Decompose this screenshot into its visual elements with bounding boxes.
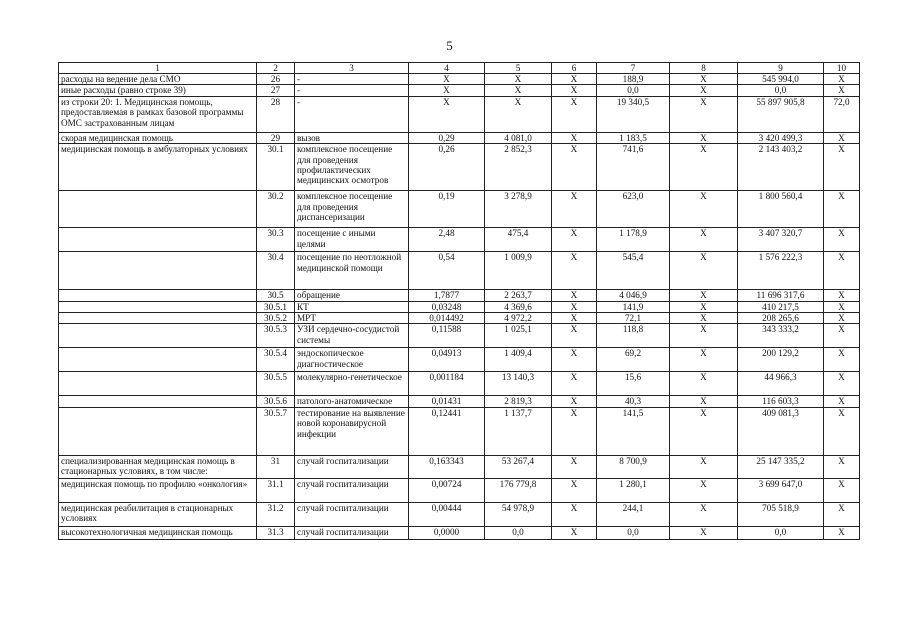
table-cell: медицинская реабилитация в стационарных условиях bbox=[59, 502, 257, 526]
table-row bbox=[59, 396, 860, 407]
table-cell: 188,9 bbox=[597, 74, 670, 85]
table-cell: 343 333,2 bbox=[738, 324, 824, 348]
table-cell: 53 267,4 bbox=[485, 455, 552, 478]
table-row bbox=[59, 455, 860, 478]
table-row bbox=[59, 502, 860, 526]
table-cell: 176 779,8 bbox=[485, 478, 552, 502]
table-cell: 40,3 bbox=[597, 396, 670, 407]
table-cell: 26 bbox=[257, 74, 295, 85]
table-cell bbox=[59, 301, 257, 312]
table-cell: комплексное посещение для проведения профилактических медицинских осмотров bbox=[295, 144, 409, 191]
table-cell: 3 278,9 bbox=[485, 191, 552, 228]
table-cell: X bbox=[670, 526, 738, 539]
table-cell: 3 699 647,0 bbox=[738, 478, 824, 502]
table-cell: X bbox=[670, 324, 738, 348]
table-cell bbox=[59, 228, 257, 252]
table-cell: X bbox=[552, 191, 597, 228]
table-cell: X bbox=[552, 132, 597, 143]
column-header: 4 bbox=[409, 63, 485, 74]
table-cell: 13 140,3 bbox=[485, 372, 552, 396]
table-cell: 0,014492 bbox=[409, 313, 485, 324]
table-cell: X bbox=[824, 313, 860, 324]
table-row bbox=[59, 478, 860, 502]
table-cell: 19 340,5 bbox=[597, 96, 670, 132]
table-row bbox=[59, 144, 860, 191]
table-cell: X bbox=[552, 144, 597, 191]
table-cell: 30.5.1 bbox=[257, 301, 295, 312]
table-cell: X bbox=[824, 132, 860, 143]
table-cell: 409 081,3 bbox=[738, 407, 824, 455]
table-cell: из строки 20: 1. Медицинская помощь, предоставляемая в рамках базовой программы ОМС застрахованным лицам bbox=[59, 96, 257, 132]
column-header: 9 bbox=[738, 63, 824, 74]
table-row bbox=[59, 313, 860, 324]
table-cell: 4 972,2 bbox=[485, 313, 552, 324]
table-cell: 116 603,3 bbox=[738, 396, 824, 407]
table-cell: X bbox=[552, 324, 597, 348]
table-cell: 741,6 bbox=[597, 144, 670, 191]
table-row bbox=[59, 407, 860, 455]
table-cell: X bbox=[824, 290, 860, 301]
table-row bbox=[59, 348, 860, 372]
table-cell: 30.4 bbox=[257, 252, 295, 290]
table-cell: 11 696 317,6 bbox=[738, 290, 824, 301]
table-cell bbox=[59, 324, 257, 348]
table-cell: медицинская помощь по профилю «онкология» bbox=[59, 478, 257, 502]
table-cell: 72,1 bbox=[597, 313, 670, 324]
table-cell: X bbox=[552, 313, 597, 324]
table-cell: 1 178,9 bbox=[597, 228, 670, 252]
table-cell: 30.2 bbox=[257, 191, 295, 228]
table-cell: 28 bbox=[257, 96, 295, 132]
table-cell: X bbox=[485, 96, 552, 132]
table-cell bbox=[59, 191, 257, 228]
table-cell: X bbox=[552, 96, 597, 132]
table-cell: 30.3 bbox=[257, 228, 295, 252]
table-cell: 0,12441 bbox=[409, 407, 485, 455]
table-cell: 3 407 320,7 bbox=[738, 228, 824, 252]
table-cell: 4 081,0 bbox=[485, 132, 552, 143]
table-cell: случай госпитализации bbox=[295, 455, 409, 478]
table-cell: X bbox=[670, 85, 738, 96]
column-header: 8 bbox=[670, 63, 738, 74]
table-cell: медицинская помощь в амбулаторных условиях bbox=[59, 144, 257, 191]
table-cell bbox=[59, 290, 257, 301]
table-cell: 0,04913 bbox=[409, 348, 485, 372]
table-cell: X bbox=[670, 372, 738, 396]
table-cell: иные расходы (равно строке 39) bbox=[59, 85, 257, 96]
table-cell: высокотехнологичная медицинская помощь bbox=[59, 526, 257, 539]
table-cell: X bbox=[824, 348, 860, 372]
table-cell: 1 183,5 bbox=[597, 132, 670, 143]
table-cell: 0,54 bbox=[409, 252, 485, 290]
column-header: 10 bbox=[824, 63, 860, 74]
table-row bbox=[59, 96, 860, 132]
table-cell: 1,7877 bbox=[409, 290, 485, 301]
table-cell: X bbox=[552, 85, 597, 96]
table-cell bbox=[59, 348, 257, 372]
table-cell: X bbox=[670, 502, 738, 526]
table-cell: 0,0 bbox=[738, 85, 824, 96]
table-cell: вызов bbox=[295, 132, 409, 143]
table-cell: 244,1 bbox=[597, 502, 670, 526]
table-cell: X bbox=[670, 74, 738, 85]
table-cell: 15,6 bbox=[597, 372, 670, 396]
data-table bbox=[58, 62, 860, 540]
table-cell: 69,2 bbox=[597, 348, 670, 372]
table-cell: 2,48 bbox=[409, 228, 485, 252]
table-cell: 30.5.6 bbox=[257, 396, 295, 407]
table-cell: случай госпитализации bbox=[295, 502, 409, 526]
table-cell: 0,0000 bbox=[409, 526, 485, 539]
table-cell: 4 369,6 bbox=[485, 301, 552, 312]
table-cell: 30.1 bbox=[257, 144, 295, 191]
table-cell: 3 420 499,3 bbox=[738, 132, 824, 143]
table-cell: X bbox=[409, 96, 485, 132]
table-cell: 1 576 222,3 bbox=[738, 252, 824, 290]
table-cell: X bbox=[552, 372, 597, 396]
table-cell: 118,8 bbox=[597, 324, 670, 348]
table-row bbox=[59, 324, 860, 348]
table-cell: - bbox=[295, 85, 409, 96]
table-cell: X bbox=[552, 348, 597, 372]
table-cell: 0,00724 bbox=[409, 478, 485, 502]
table-cell: X bbox=[552, 478, 597, 502]
table-cell: X bbox=[670, 252, 738, 290]
table-cell: 545,4 bbox=[597, 252, 670, 290]
column-header: 2 bbox=[257, 63, 295, 74]
table-cell: X bbox=[552, 502, 597, 526]
table-cell: X bbox=[824, 455, 860, 478]
column-header: 3 bbox=[295, 63, 409, 74]
table-cell: X bbox=[552, 290, 597, 301]
table-cell: 30.5.2 bbox=[257, 313, 295, 324]
table-row bbox=[59, 191, 860, 228]
table-cell: 141,9 bbox=[597, 301, 670, 312]
table-row bbox=[59, 74, 860, 85]
table-row bbox=[59, 372, 860, 396]
table-row bbox=[59, 526, 860, 539]
table-cell: 705 518,9 bbox=[738, 502, 824, 526]
table-cell: 0,0 bbox=[738, 526, 824, 539]
table-row bbox=[59, 301, 860, 312]
table-cell bbox=[59, 396, 257, 407]
table-cell: 141,5 bbox=[597, 407, 670, 455]
table-cell: X bbox=[824, 372, 860, 396]
table-cell: 545 994,0 bbox=[738, 74, 824, 85]
table-row bbox=[59, 132, 860, 143]
table-cell: 30.5 bbox=[257, 290, 295, 301]
table-cell: патолого-анатомическое bbox=[295, 396, 409, 407]
table-cell: X bbox=[824, 85, 860, 96]
table-cell: X bbox=[670, 348, 738, 372]
table-cell: КТ bbox=[295, 301, 409, 312]
column-header: 6 bbox=[552, 63, 597, 74]
table-cell: - bbox=[295, 74, 409, 85]
table-cell: X bbox=[824, 478, 860, 502]
table-cell: 1 025,1 bbox=[485, 324, 552, 348]
table-cell: X bbox=[824, 228, 860, 252]
table-cell: X bbox=[670, 96, 738, 132]
table-cell bbox=[59, 407, 257, 455]
table-cell: X bbox=[670, 191, 738, 228]
table-cell: 0,03248 bbox=[409, 301, 485, 312]
table-cell: 31.3 bbox=[257, 526, 295, 539]
column-header: 5 bbox=[485, 63, 552, 74]
table-cell: X bbox=[552, 407, 597, 455]
column-header: 1 bbox=[59, 63, 257, 74]
table-cell: 1 009,9 bbox=[485, 252, 552, 290]
table-cell: 0,00444 bbox=[409, 502, 485, 526]
table-cell: 0,001184 bbox=[409, 372, 485, 396]
table-cell: 623,0 bbox=[597, 191, 670, 228]
table-cell: случай госпитализации bbox=[295, 526, 409, 539]
table-cell: 0,0 bbox=[485, 526, 552, 539]
table-cell: эндоскопическое диагностическое bbox=[295, 348, 409, 372]
table-cell: 1 800 560,4 bbox=[738, 191, 824, 228]
table-cell: X bbox=[552, 228, 597, 252]
table-cell: обращение bbox=[295, 290, 409, 301]
table-cell: 208 265,6 bbox=[738, 313, 824, 324]
table-cell: 0,26 bbox=[409, 144, 485, 191]
table-cell: УЗИ сердечно-сосудистой системы bbox=[295, 324, 409, 348]
table-cell: X bbox=[552, 301, 597, 312]
table-cell: 55 897 905,8 bbox=[738, 96, 824, 132]
table-cell: X bbox=[409, 85, 485, 96]
table-row bbox=[59, 252, 860, 290]
table-cell: 0,163343 bbox=[409, 455, 485, 478]
table-cell: X bbox=[670, 396, 738, 407]
table-cell: X bbox=[552, 74, 597, 85]
table-cell: X bbox=[552, 252, 597, 290]
table-cell: 0,29 bbox=[409, 132, 485, 143]
table-cell: 27 bbox=[257, 85, 295, 96]
table-cell: 31.1 bbox=[257, 478, 295, 502]
table-cell: 2 819,3 bbox=[485, 396, 552, 407]
table-cell: посещение с иными целями bbox=[295, 228, 409, 252]
table-cell: 0,0 bbox=[597, 85, 670, 96]
table-cell: - bbox=[295, 96, 409, 132]
table-cell: 1 280,1 bbox=[597, 478, 670, 502]
table-cell: 2 263,7 bbox=[485, 290, 552, 301]
table-cell: посещение по неотложной медицинской помощи bbox=[295, 252, 409, 290]
table-cell: X bbox=[670, 313, 738, 324]
table-cell: 30.5.5 bbox=[257, 372, 295, 396]
table-cell: X bbox=[670, 228, 738, 252]
table-cell: X bbox=[824, 526, 860, 539]
table-cell: 31 bbox=[257, 455, 295, 478]
table-cell: 1 409,4 bbox=[485, 348, 552, 372]
table-cell: 0,11588 bbox=[409, 324, 485, 348]
table-row bbox=[59, 228, 860, 252]
table-cell: молекулярно-генетическое bbox=[295, 372, 409, 396]
table-cell: расходы на ведение дела СМО bbox=[59, 74, 257, 85]
table-cell: 0,19 bbox=[409, 191, 485, 228]
table-cell: X bbox=[485, 85, 552, 96]
table-cell: комплексное посещение для проведения диспансеризации bbox=[295, 191, 409, 228]
table-cell bbox=[59, 372, 257, 396]
table-cell: X bbox=[552, 526, 597, 539]
page-number: 5 bbox=[446, 38, 453, 53]
header-row bbox=[59, 63, 860, 74]
table-row bbox=[59, 85, 860, 96]
table-cell: 54 978,9 bbox=[485, 502, 552, 526]
table-cell: X bbox=[409, 74, 485, 85]
table-cell: 72,0 bbox=[824, 96, 860, 132]
table-cell: X bbox=[824, 396, 860, 407]
table-cell: X bbox=[670, 478, 738, 502]
table-cell: 8 700,9 bbox=[597, 455, 670, 478]
table-cell: 30.5.7 bbox=[257, 407, 295, 455]
table-cell: X bbox=[552, 396, 597, 407]
table-cell: X bbox=[670, 132, 738, 143]
table-cell: 25 147 335,2 bbox=[738, 455, 824, 478]
table-cell: X bbox=[824, 144, 860, 191]
table-cell: X bbox=[670, 301, 738, 312]
table-cell: 4 046,9 bbox=[597, 290, 670, 301]
table-cell: 30.5.3 bbox=[257, 324, 295, 348]
table-cell: X bbox=[670, 144, 738, 191]
table-cell: 44 966,3 bbox=[738, 372, 824, 396]
table-cell: 0,0 bbox=[597, 526, 670, 539]
table-cell: МРТ bbox=[295, 313, 409, 324]
table-cell: 200 129,2 bbox=[738, 348, 824, 372]
table-cell bbox=[59, 313, 257, 324]
table-cell: X bbox=[824, 324, 860, 348]
table-cell: X bbox=[824, 74, 860, 85]
table-cell: 1 137,7 bbox=[485, 407, 552, 455]
table-row bbox=[59, 290, 860, 301]
table-cell: 0,01431 bbox=[409, 396, 485, 407]
table-cell: X bbox=[670, 455, 738, 478]
table-cell: специализированная медицинская помощь в стационарных условиях, в том числе: bbox=[59, 455, 257, 478]
table-cell: X bbox=[824, 301, 860, 312]
table-cell: X bbox=[824, 191, 860, 228]
table-cell: скорая медицинская помощь bbox=[59, 132, 257, 143]
column-header: 7 bbox=[597, 63, 670, 74]
table-cell: 2 143 403,2 bbox=[738, 144, 824, 191]
table-cell: X bbox=[824, 502, 860, 526]
table-cell: 2 852,3 bbox=[485, 144, 552, 191]
table-cell: 30.5.4 bbox=[257, 348, 295, 372]
table-cell: X bbox=[552, 455, 597, 478]
table-cell: 31.2 bbox=[257, 502, 295, 526]
table-cell: тестирование на выявление новой коронавирусной инфекции bbox=[295, 407, 409, 455]
table-cell: X bbox=[824, 407, 860, 455]
table-cell bbox=[59, 252, 257, 290]
table-cell: X bbox=[670, 290, 738, 301]
table-cell: 475,4 bbox=[485, 228, 552, 252]
table-cell: X bbox=[670, 407, 738, 455]
table-cell: 29 bbox=[257, 132, 295, 143]
table-cell: X bbox=[485, 74, 552, 85]
table-cell: X bbox=[824, 252, 860, 290]
table-cell: случай госпитализации bbox=[295, 478, 409, 502]
table-cell: 410 217,5 bbox=[738, 301, 824, 312]
